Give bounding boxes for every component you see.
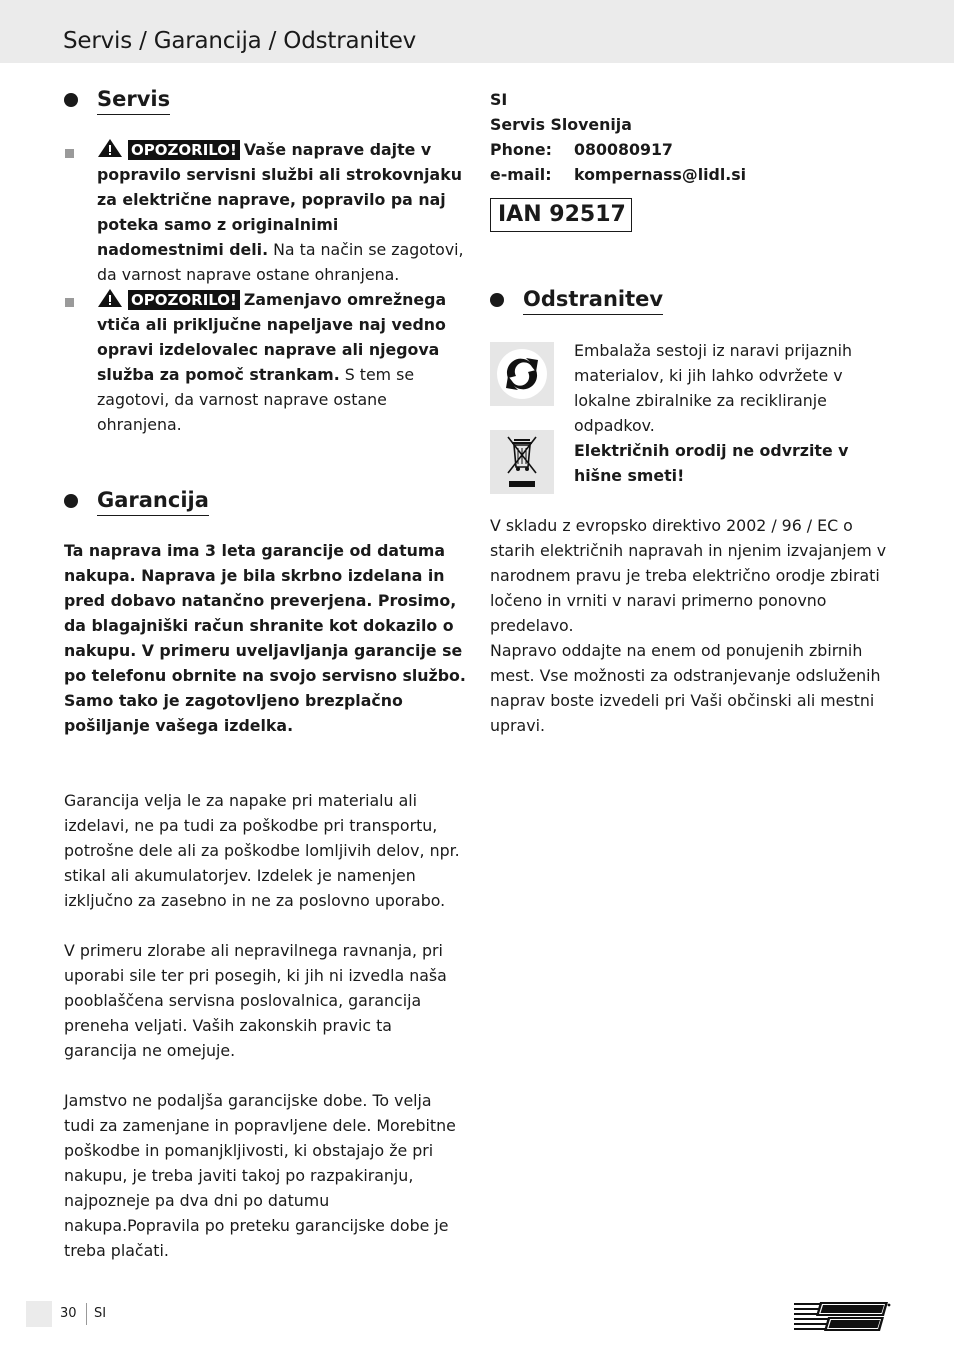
page-title: Servis / Garancija / Odstranitev <box>63 28 417 54</box>
garancija-intro: Ta naprava ima 3 leta garancije od datuma nakupa. Naprava je bila skrbno izdelana in pred dobavo natančno preverjena. Prosimo, da blagajniški račun shranite kot dokazilo o nakupu. V primeru uveljavljanja garancije se po telefonu obrnite na svojo servisno službo. Samo tako je zagotovljeno brezplačno pošiljanje vašega izdelka. <box>64 541 466 735</box>
bullet-square <box>65 298 74 307</box>
warning-label: OPOZORILO! <box>128 290 240 310</box>
bullet-dot <box>64 93 78 107</box>
servis-warning-item-2: OPOZORILO! Zamenjavo omrežnega vtiča ali priključne napeljave naj vedno opravi izdelovalec naprave ali njegova služba za pomoč strankam. S tem se zagotovi, da varnost naprave ostane ohranjena. <box>97 290 447 434</box>
contact-email: kompernass@lidl.si <box>574 165 747 184</box>
section-heading-odstranitev: Odstranitev <box>490 285 663 315</box>
green-dot-recycling-icon <box>496 348 548 400</box>
contact-name: Servis Slovenija <box>490 115 632 134</box>
bullet-square <box>65 149 74 158</box>
crossed-out-bin-icon <box>502 433 542 491</box>
garancija-paragraph: Garancija velja le za napake pri materialu ali izdelavi, ne pa tudi za poškodbe pri transportu, potrošne dele ali za poškodbe lomljivih delov, npr. stikal ali akumulatorjev. Izdelek je namenjen izključno za zasebno in ne za poslovno uporabo. <box>64 791 460 910</box>
contact-phone-row: Phone: 080080917 <box>490 137 890 162</box>
servis-warning-item-1: OPOZORILO! Vaše naprave dajte v popravilo servisni službi ali strokovnjaku za električne naprave, popravilo pa naj poteka samo z originalnimi nadomestnimi deli. Na ta način se zagotovi, da varnost naprave ostane ohranjena. <box>97 140 464 284</box>
service-contact <box>490 87 890 187</box>
warning-triangle-icon <box>97 138 123 158</box>
warning-triangle-icon <box>97 288 123 308</box>
bullet-dot <box>490 293 504 307</box>
page-number: 30 <box>60 1306 77 1321</box>
bullet-dot <box>64 494 78 508</box>
page-header <box>0 0 954 63</box>
garancija-paragraph: V primeru zlorabe ali nepravilnega ravnanja, pri uporabi sile ter pri posegih, ki jih ni izvedla naša pooblaščena servisna poslovalnica, garancija preneha veljati. Vaših zakonskih pravic ta garancija ne omejuje. <box>64 941 447 1060</box>
weee-warning-text: Električnih orodij ne odvrzite v hišne smeti! <box>574 441 849 485</box>
ian-number: IAN 92517 <box>490 198 632 232</box>
section-heading-servis: Servis <box>64 85 170 115</box>
weee-symbol-box <box>490 430 554 494</box>
contact-country: SI <box>490 90 508 109</box>
odstranitev-paragraph: V skladu z evropsko direktivo 2002 / 96 / EC o starih električnih napravah in njenim izvajanjem v narodnem pravu je treba električno orodje zbirati ločeno in vrniti v naravi primerno ponovno predelavo. <box>490 516 887 635</box>
ultimate-speed-logo <box>792 1300 892 1334</box>
footer-tab <box>26 1301 52 1327</box>
contact-phone: 080080917 <box>574 140 673 159</box>
warning-label: OPOZORILO! <box>128 140 240 160</box>
garancija-paragraph: Jamstvo ne podaljša garancijske dobe. To velja tudi za zamenjane in popravljene dele. Morebitne poškodbe in pomanjkljivosti, ki obstajajo že pri nakupu, je treba javiti takoj po razpakiranju, najpozneje pa dva dni po datumu nakupa.Popravila po preteku garancijske dobe je treba plačati. <box>64 1091 456 1260</box>
odstranitev-paragraph: Napravo oddajte na enem od ponujenih zbirnih mest. Vse možnosti za odstranjevanje odsluženih naprav boste izvedeli pri Vaši občinski ali mestni upravi. <box>490 641 881 735</box>
footer-divider <box>86 1303 87 1325</box>
contact-email-row: e-mail: kompernass@lidl.si <box>490 162 890 187</box>
recycling-symbol-box <box>490 342 554 406</box>
section-heading-garancija: Garancija <box>64 486 209 516</box>
footer-language: SI <box>94 1306 107 1321</box>
recycling-text: Embalaža sestoji iz naravi prijaznih materialov, ki jih lahko odvržete v lokalne zbiralnike za recikliranje odpadkov. <box>574 341 852 435</box>
